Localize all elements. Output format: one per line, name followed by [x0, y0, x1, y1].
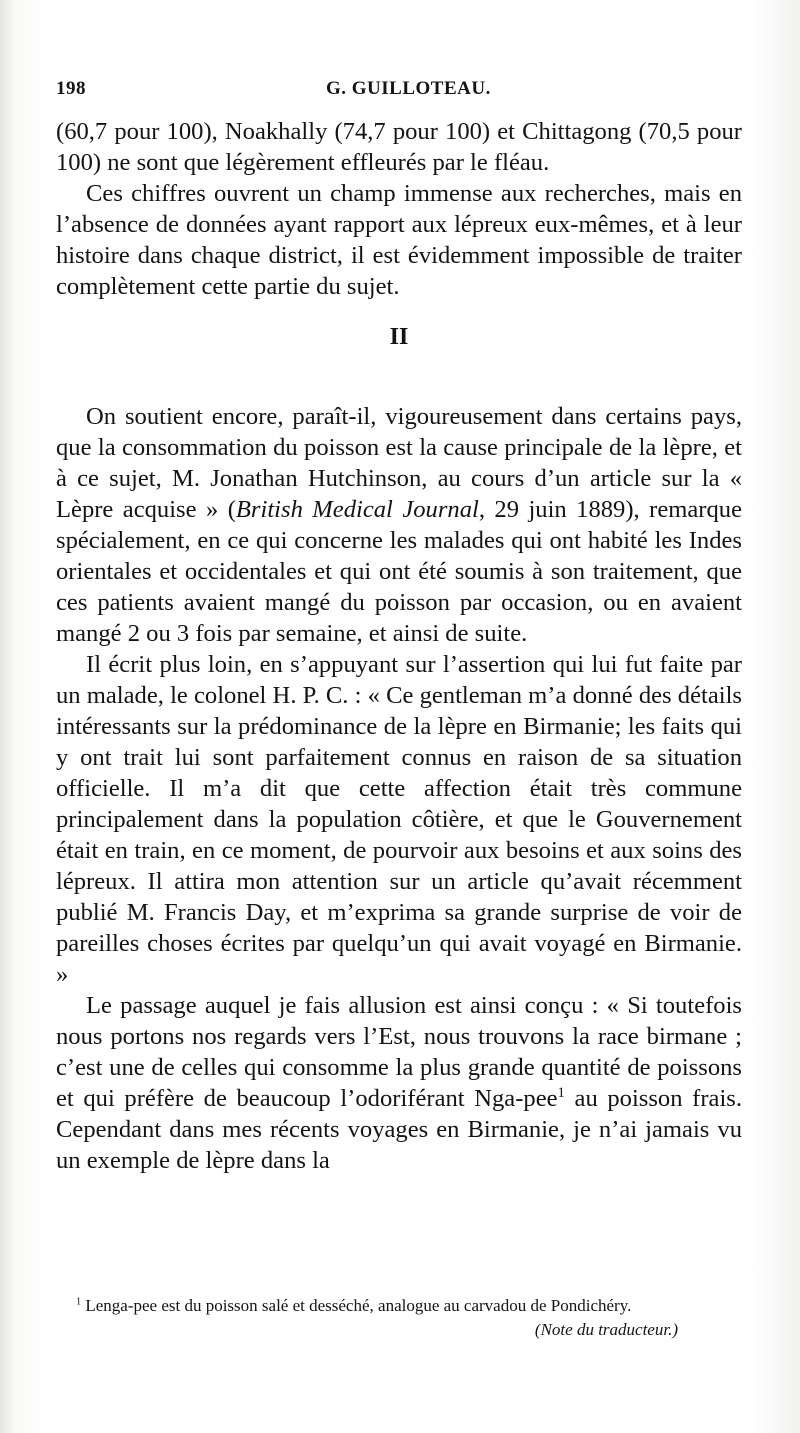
paragraph: Ces chiffres ouvrent un champ immense aux recherches, mais en l’absence de données ayant rapport aux lépreux eux-mêmes, et à leur histoire dans chaque district, il est évidemment impossible de traiter complètement cette partie du sujet. — [56, 180, 742, 300]
page-number: 198 — [56, 78, 86, 99]
page-edge-shadow — [0, 0, 14, 1433]
paragraph — [56, 401, 742, 649]
footnote-text: Lenga-pee est du poisson salé et desséché, analogue au carvadou de Pondichéry. — [85, 1296, 632, 1315]
journal-title: British Medical Journal — [235, 496, 479, 523]
footnotes — [56, 1294, 742, 1342]
footnote — [56, 1294, 742, 1339]
paragraph-text: , 29 juin 1889), remarque spécialement, en ce qui concerne les malades qui ont habité les Indes orientales et occidentales et qui ont été soumis à son traitement, que ces patients avaient mangé du poisson par occasion, ou en avaient mangé 2 ou 3 fois par semaine, et ainsi de suite. — [56, 496, 742, 647]
footnote-credit: (Note du traducteur.) — [534, 1320, 678, 1339]
paragraph — [56, 990, 742, 1176]
page-header — [56, 78, 742, 108]
paragraph-text: Le passage auquel je fais allusion est ainsi conçu : « Si toutefois nous portons nos regards vers l’Est, nous trouvons la race birmane ; c’est une de celles qui consomme la plus grande quantité de poissons et qui préfère de beaucoup l’odoriférant Nga-pee — [56, 992, 742, 1112]
paragraph-text: On soutient encore, paraît-il, vigoureusement dans certains pays, que la consommation du poisson est la cause principale de la lèpre, et à ce sujet, M. Jonathan Hutchinson, au cours d’un article sur la « Lèpre acquise » ( — [56, 403, 742, 523]
footnote-number: 1 — [76, 1296, 82, 1308]
running-head: G. GUILLOTEAU. — [326, 78, 491, 99]
paragraph-continuation: (60,7 pour 100), Noakhally (74,7 pour 100) et Chittagong (70,5 pour 100) ne sont que légèrement effleurés par le fléau. — [56, 118, 742, 176]
body-text — [56, 116, 742, 1176]
paragraph-text: au poisson frais. Cependant dans mes récents voyages en Birmanie, je n’ai jamais vu un exemple de lèpre dans la — [56, 1085, 742, 1174]
section-heading: II — [389, 324, 409, 350]
paragraph: Il écrit plus loin, en s’appuyant sur l’assertion qui lui fut faite par un malade, le colonel H. P. C. : « Ce gentleman m’a donné des détails intéressants sur la prédominance de la lèpre en Birmanie; les faits qui y ont trait lui sont parfaitement connus en raison de sa situation officielle. Il m’a dit que cette affection était très commune principalement dans la population côtière, et que le Gouvernement était en train, en ce moment, de pourvoir aux besoins et aux soins des lépreux. Il attira mon attention sur un article qu’avait récemment publié M. Francis Day, et m’exprima sa grande surprise de voir de pareilles choses écrites par quelqu’un qui avait voyagé en Birmanie. » — [56, 651, 742, 988]
footnote-marker: 1 — [557, 1084, 565, 1101]
